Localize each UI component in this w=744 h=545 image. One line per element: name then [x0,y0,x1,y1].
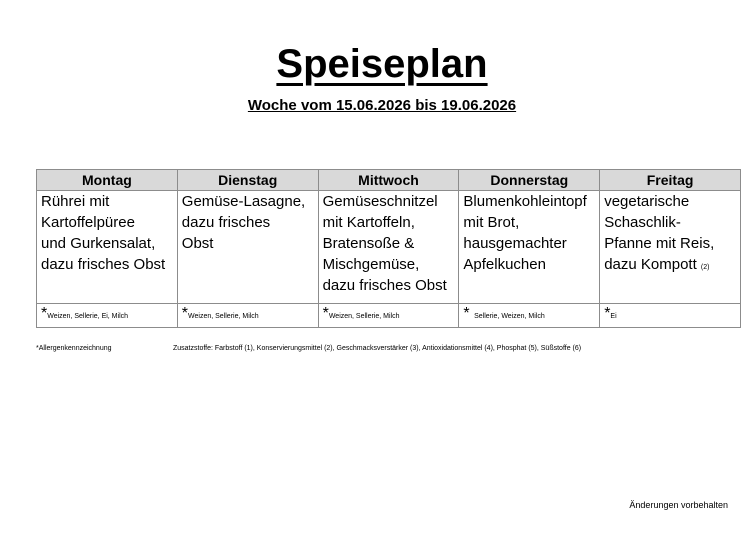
meal-cell-donnerstag [459,191,600,304]
meal-line: Obst [181,235,214,252]
meal-line: Rührei mit [41,193,110,210]
meal-row [37,191,741,304]
allergen-list: Weizen, Sellerie, Ei, Milch [47,313,129,320]
weekday-header-dienstag: Dienstag [177,170,318,191]
week-range-subtitle: Woche vom 15.06.2026 bis 19.06.2026 [247,97,517,114]
allergen-cell-mittwoch [318,304,459,328]
meal-line: Gemüse-Lasagne, [181,193,306,210]
changes-reserved-note: Änderungen vorbehalten [629,500,728,510]
allergen-list: Weizen, Sellerie, Milch [328,313,400,320]
allergen-cell-freitag [600,304,741,328]
allergen-cell-donnerstag [459,304,600,328]
allergen-legend-note: *Allergenkennzeichnung [36,345,112,352]
allergen-star: * [604,305,611,322]
weekday-header-freitag: Freitag [600,170,741,191]
meal-line: Pfanne mit Reis, [604,235,715,252]
meal-line: Mischgemüse, [322,256,420,273]
allergen-list: Ei [610,313,617,320]
allergen-list: Sellerie, Weizen, Milch [474,313,545,320]
meal-line: und Gurkensalat, [41,235,156,252]
allergen-star: * [322,305,329,322]
meal-line: Schaschlik- [604,214,681,231]
meal-line: vegetarische [604,193,690,210]
meal-cell-montag [37,191,178,304]
meal-line: hausgemachter [463,235,567,252]
weekday-header-mittwoch: Mittwoch [318,170,459,191]
allergen-cell-montag [37,304,178,328]
allergen-cell-dienstag [177,304,318,328]
meal-cell-freitag [600,191,741,304]
meal-line: Gemüseschnitzel [322,193,438,210]
meal-line: mit Brot, [463,214,520,231]
meal-line: dazu frisches Obst [322,277,447,294]
allergen-star: * [463,305,470,322]
weekday-header-donnerstag: Donnerstag [459,170,600,191]
weekday-header-montag: Montag [37,170,178,191]
weekday-header-row [37,170,741,191]
meal-line: dazu frisches Obst [41,256,166,273]
meal-line: Blumenkohleintopf [463,193,587,210]
meal-line: Bratensoße & [322,235,415,252]
meal-line [604,254,736,278]
allergen-row [37,304,741,328]
allergen-list: Weizen, Sellerie, Milch [188,313,259,320]
meal-line: Apfelkuchen [463,256,546,273]
meal-line: mit Kartoffeln, [322,214,415,231]
meal-plan-table [36,169,741,328]
meal-line-text: dazu Kompott [604,256,697,273]
meal-line: dazu frisches [181,214,271,231]
meal-cell-dienstag [177,191,318,304]
additives-legend-note: Zusatzstoffe: Farbstoff (1), Konservierungsmittel (2), Geschmacksverstärker (3), Antioxidationsmittel (4), Phosphat (5), Süßstoffe (6) [173,345,582,352]
allergen-star: * [41,305,48,322]
allergen-star: * [181,305,189,322]
additive-marker: (2) [700,264,710,271]
meal-line: Kartoffelpüree [41,214,135,231]
page-title: Speiseplan [276,42,488,86]
meal-cell-mittwoch [318,191,459,304]
